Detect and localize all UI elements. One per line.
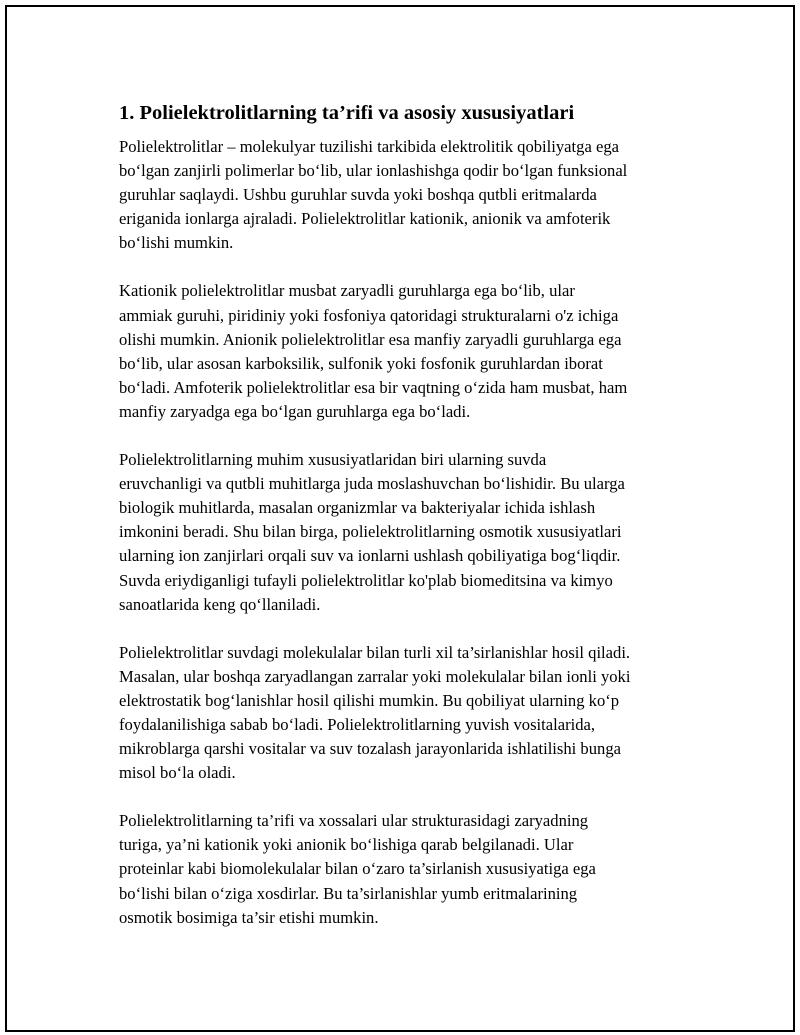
paragraph-line: imkonini beradi. Shu bilan birga, polielektrolitlarning osmotik xususiyatlari xyxy=(119,522,622,542)
paragraph xyxy=(119,809,699,929)
section-heading: 1. Polielektrolitlarning ta’rifi va asosiy xususiyatlari xyxy=(119,102,575,124)
document-body xyxy=(119,99,699,954)
paragraph-line: Polielektrolitlar – molekulyar tuzilishi tarkibida elektrolitik qobiliyatga ega xyxy=(119,137,619,156)
paragraph xyxy=(119,135,699,255)
paragraph-line: Masalan, ular boshqa zaryadlangan zarralar yoki molekulalar bilan ionli yoki xyxy=(119,666,631,686)
paragraph xyxy=(119,448,699,617)
paragraph xyxy=(119,279,699,424)
paragraph-line: bo‘lib, ular asosan karboksilik, sulfonik yoki fosfonik guruhlardan iborat xyxy=(119,353,603,373)
paragraph-line: manfiy zaryadga ega bo‘lgan guruhlarga ega bo‘ladi. xyxy=(119,401,471,421)
paragraph-line: bo‘lishi mumkin. xyxy=(119,233,234,253)
paragraph-line: guruhlar saqlaydi. Ushbu guruhlar suvda yoki boshqa qutbli eritmalarda xyxy=(119,185,597,205)
paragraph-line: Polielektrolitlarning ta’rifi va xossalari ular strukturasidagi zaryadning xyxy=(119,811,589,831)
paragraph-line: eruvchanligi va qutbli muhitlarga juda moslashuvchan bo‘lishidir. Bu ularga xyxy=(119,474,625,494)
paragraph-line: Polielektrolitlarning muhim xususiyatlaridan biri ularning suvda xyxy=(119,450,547,470)
paragraph-line: elektrostatik bog‘lanishlar hosil qilishi mumkin. Bu qobiliyat ularning ko‘p xyxy=(119,690,620,710)
paragraph-line: turiga, ya’ni kationik yoki anionik bo‘lishiga qarab belgilanadi. Ular xyxy=(119,835,574,855)
paragraph-line: mikroblarga qarshi vositalar va suv tozalash jarayonlarida ishlatilishi bunga xyxy=(119,739,621,759)
paragraph-line: Polielektrolitlar suvdagi molekulalar bilan turli xil ta’sirlanishlar hosil qiladi. xyxy=(119,642,631,662)
page-frame xyxy=(5,5,795,1032)
paragraph-line: bo‘lgan zanjirli polimerlar bo‘lib, ular ionlashishga qodir bo‘lgan funksional xyxy=(119,161,628,181)
paragraph-line: proteinlar kabi biomolekulalar bilan o‘zaro ta’sirlanish xususiyatiga ega xyxy=(119,859,596,879)
paragraph-line: foydalanilishiga sabab bo‘ladi. Polielektrolitlarning yuvish vositalarida, xyxy=(119,714,596,734)
paragraph-line: eriganida ionlarga ajraladi. Polielektrolitlar kationik, anionik va amfoterik xyxy=(119,209,611,229)
paragraph-line: Kationik polielektrolitlar musbat zaryadli guruhlarga ega bo‘lib, ular xyxy=(119,281,575,301)
paragraph-line: olishi mumkin. Anionik polielektrolitlar esa manfiy zaryadli guruhlarga ega xyxy=(119,329,622,349)
paragraph-list xyxy=(119,135,699,930)
paragraph-line: bo‘ladi. Amfoterik polielektrolitlar esa bir vaqtning o‘zida ham musbat, ham xyxy=(119,377,628,397)
paragraph xyxy=(119,641,699,786)
paragraph-line: osmotik bosimiga ta’sir etishi mumkin. xyxy=(119,907,379,927)
paragraph-line: sanoatlarida keng qo‘llaniladi. xyxy=(119,594,321,614)
paragraph-line: ularning ion zanjirlari orqali suv va ionlarni ushlash qobiliyatiga bog‘liqdir. xyxy=(119,546,621,566)
paragraph-line: biologik muhitlarda, masalan organizmlar va bakteriyalar ichida ishlash xyxy=(119,498,596,518)
paragraph-line: misol bo‘la oladi. xyxy=(119,763,236,783)
paragraph-line: Suvda eriydiganligi tufayli polielektrolitlar ko'plab biomeditsina va kimyo xyxy=(119,570,613,590)
paragraph-line: ammiak guruhi, piridiniy yoki fosfoniya qatoridagi strukturalarni o'z ichiga xyxy=(119,305,619,325)
paragraph-line: bo‘lishi bilan o‘ziga xosdirlar. Bu ta’sirlanishlar yumb eritmalarining xyxy=(119,883,578,903)
